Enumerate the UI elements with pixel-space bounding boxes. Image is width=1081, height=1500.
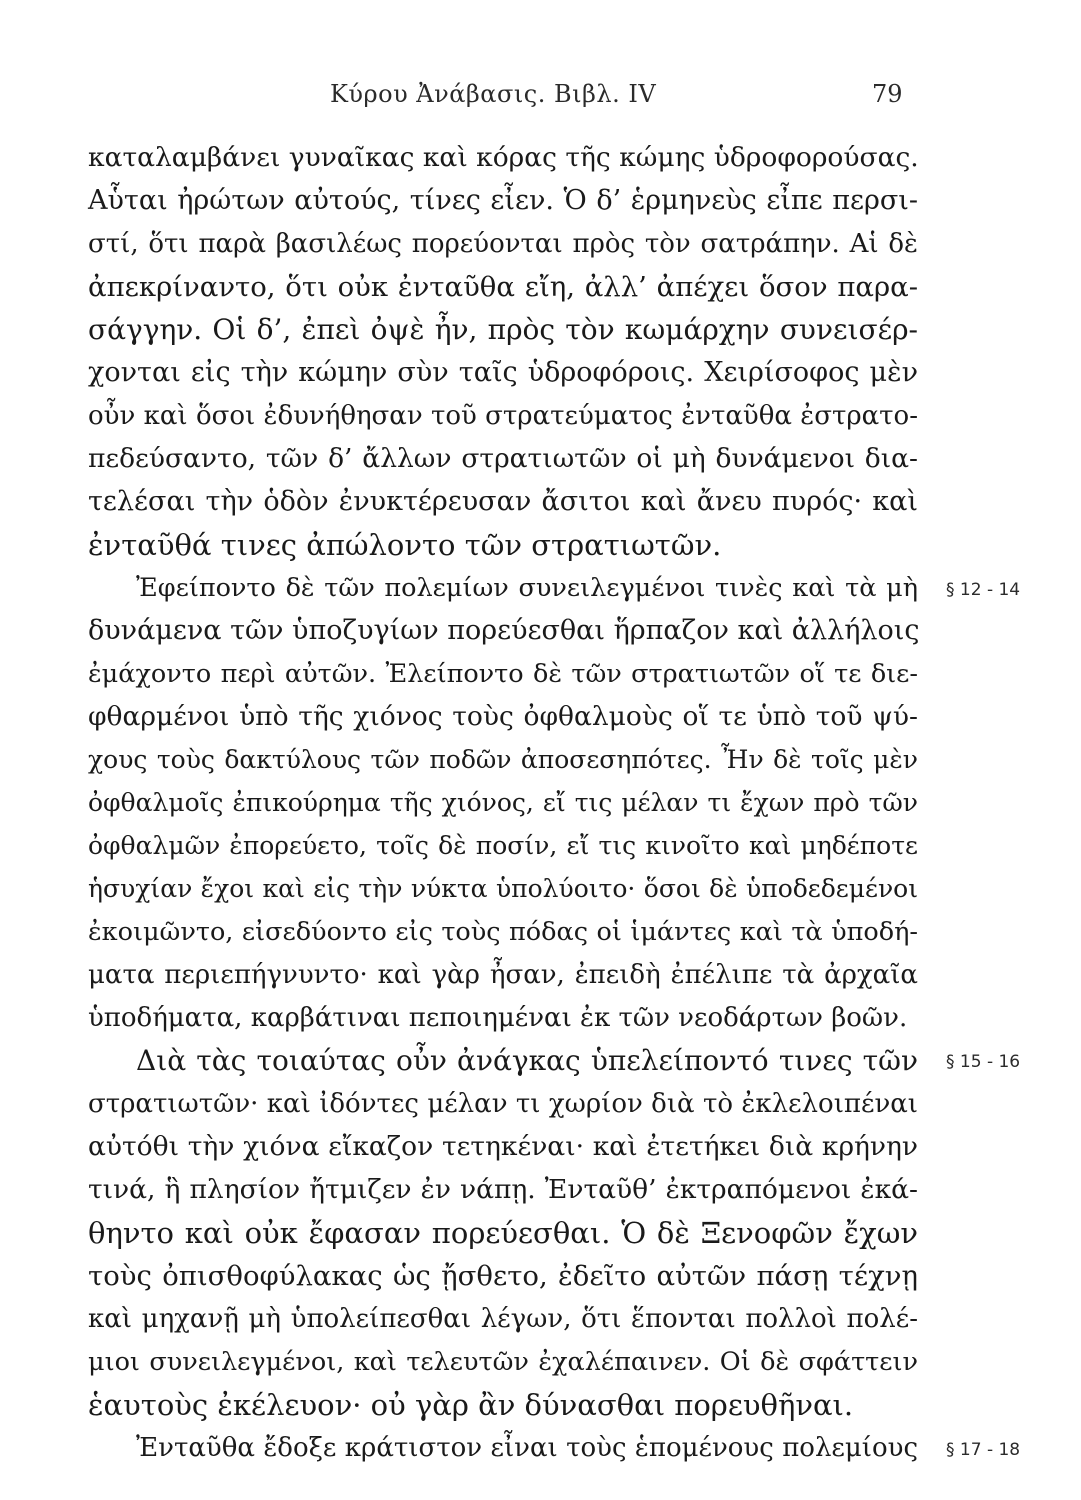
text-line: οὖν καὶ ὅσοι ἐδυνήθησαν τοῦ στρατεύματος ἐνταῦθα ἐστρατο- [88, 401, 918, 431]
text-line: Αὗται ἠρώτων αὐτούς, τίνες εἶεν. Ὁ δ’ ἑρμηνεὺς εἶπε περσι- [88, 185, 918, 216]
text-line: μιοι συνειλεγμένοι, καὶ τελευτῶν ἐχαλέπαινεν. Οἱ δὲ σφάττειν [88, 1347, 918, 1377]
text-line: τινά, ἣ πλησίον ἤτμιζεν ἐν νάπῃ. Ἐνταῦθ’ ἐκτραπόμενοι ἐκά- [88, 1174, 918, 1205]
text-line: δυνάμενα τῶν ὑποζυγίων πορεύεσθαι ἥρπαζον καὶ ἀλλήλοις [88, 615, 920, 646]
text-line: Ἐφείποντο δὲ τῶν πολεμίων συνειλεγμένοι τινὲς καὶ τὰ μὴ [136, 573, 918, 603]
text-line: τελέσαι τὴν ὁδὸν ἐνυκτέρευσαν ἄσιτοι καὶ ἄνευ πυρός· καὶ [88, 486, 918, 517]
text-line: χονται εἰς τὴν κώμην σὺν ταῖς ὑδροφόροις. Χειρίσοφος μὲν [88, 357, 918, 388]
running-head [0, 80, 1081, 120]
running-head-title: Κύρου Ἀνάβασις. Βιβλ. IV [330, 80, 657, 108]
text-line: θηντο καὶ οὐκ ἔφασαν πορεύεσθαι. Ὁ δὲ Ξενοφῶν ἔχων [88, 1216, 918, 1250]
page-number: 79 [872, 80, 903, 108]
text-line: ἑαυτοὺς ἐκέλευον· οὐ γὰρ ἂν δύνασθαι πορευθῆναι. [88, 1388, 854, 1422]
marginal-ref: § 15 - 16 [946, 1052, 1021, 1072]
text-line: ἐκοιμῶντο, εἰσεδύοντο εἰς τοὺς πόδας οἱ ἱμάντες καὶ τὰ ὑποδή- [88, 917, 918, 947]
text-line: στρατιωτῶν· καὶ ἰδόντες μέλαν τι χωρίον διὰ τὸ ἐκλελοιπέναι [88, 1089, 918, 1119]
text-line: αὐτόθι τὴν χιόνα εἴκαζον τετηκέναι· καὶ ἐτετήκει διὰ κρήνην [88, 1131, 918, 1162]
text-line: φθαρμένοι ὑπὸ τῆς χιόνος τοὺς ὀφθαλμοὺς οἵ τε ὑπὸ τοῦ ψύ- [88, 701, 918, 732]
text-line: πεδεύσαντο, τῶν δ’ ἄλλων στρατιωτῶν οἱ μὴ δυνάμενοι δια- [88, 443, 918, 474]
text-line: ἐμάχοντο περὶ αὐτῶν. Ἐλείποντο δὲ τῶν στρατιωτῶν οἵ τε διε- [88, 659, 918, 689]
text-line: ἐνταῦθά τινες ἀπώλοντο τῶν στρατιωτῶν. [88, 528, 722, 562]
marginal-ref: § 17 - 18 [946, 1440, 1021, 1460]
text-line: Διὰ τὰς τοιαύτας οὖν ἀνάγκας ὑπελείποντό τινες τῶν [136, 1044, 918, 1077]
text-line: ὀφθαλμοῖς ἐπικούρημα τῆς χιόνος, εἴ τις μέλαν τι ἔχων πρὸ τῶν [88, 788, 918, 817]
text-line: ματα περιεπήγνυντο· καὶ γὰρ ἦσαν, ἐπειδὴ ἐπέλιπε τὰ ἀρχαῖα [88, 960, 918, 990]
text-line: στί, ὅτι παρὰ βασιλέως πορεύονται πρὸς τὸν σατράπην. Αἱ δὲ [88, 229, 918, 259]
text-line: καὶ μηχανῇ μὴ ὑπολείπεσθαι λέγων, ὅτι ἕπονται πολλοὶ πολέ- [88, 1304, 918, 1334]
marginal-ref: § 12 - 14 [946, 580, 1021, 600]
text-line: ἀπεκρίναντο, ὅτι οὐκ ἐνταῦθα εἴη, ἀλλ’ ἀπέχει ὅσον παρα- [88, 271, 918, 303]
text-line: τοὺς ὀπισθοφύλακας ὡς ᾔσθετο, ἐδεῖτο αὐτῶν πάσῃ τέχνῃ [88, 1260, 918, 1292]
text-line: σάγγην. Οἱ δ’, ἐπεὶ ὀψὲ ἦν, πρὸς τὸν κωμάρχην συνεισέρ- [88, 313, 918, 346]
text-line: χους τοὺς δακτύλους τῶν ποδῶν ἀποσεσηπότες. Ἦν δὲ τοῖς μὲν [88, 745, 918, 774]
text-line: ἡσυχίαν ἔχοι καὶ εἰς τὴν νύκτα ὑπολύοιτο· ὅσοι δὲ ὑποδεδεμένοι [88, 874, 918, 903]
text-line: ὑποδήματα, καρβάτιναι πεποιημέναι ἐκ τῶν νεοδάρτων βοῶν. [88, 1003, 908, 1033]
text-line: Ἐνταῦθα ἔδοξε κράτιστον εἶναι τοὺς ἑπομένους πολεμίους [136, 1433, 918, 1463]
text-line: καταλαμβάνει γυναῖκας καὶ κόρας τῆς κώμης ὑδροφορούσας. [88, 142, 919, 173]
text-line: ὀφθαλμῶν ἐπορεύετο, τοῖς δὲ ποσίν, εἴ τις κινοῖτο καὶ μηδέποτε [88, 831, 918, 860]
